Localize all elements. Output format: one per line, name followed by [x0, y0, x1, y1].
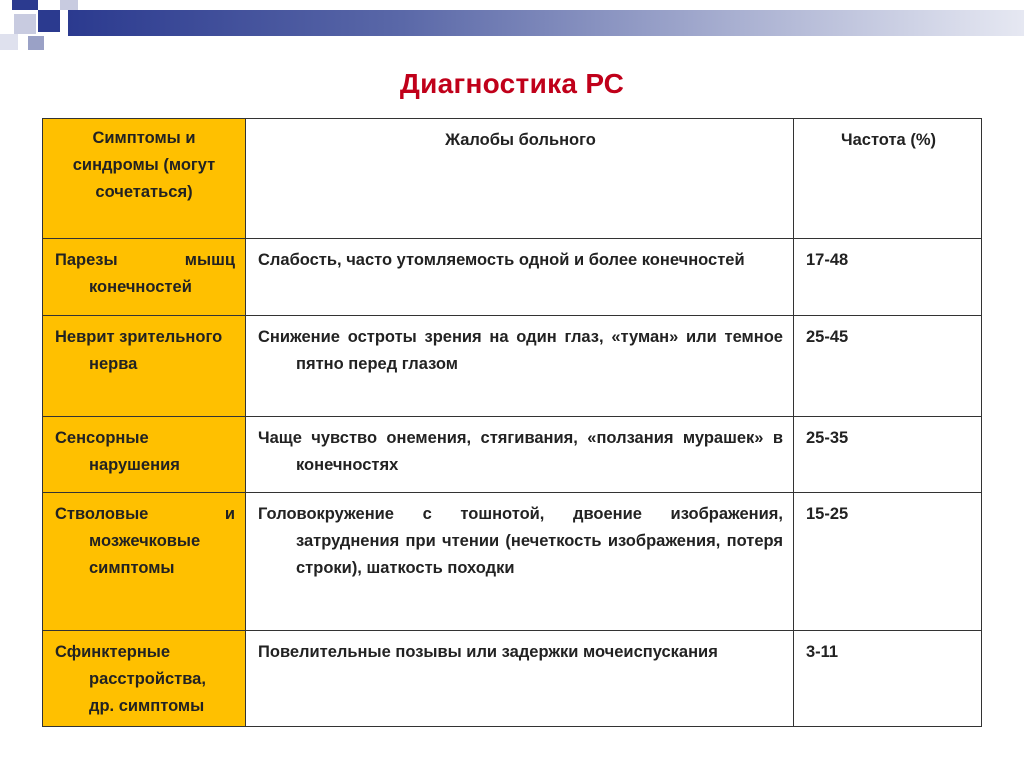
complaint-cell: Слабость, часто утомляемость одной и более конечностей: [246, 239, 794, 316]
frequency-cell: 25-35: [794, 417, 982, 493]
symptom-cell: Парезы мышц конечностей: [43, 239, 246, 316]
table-row: [43, 631, 982, 727]
header-symptoms: Симптомы и синдромы (могут сочетаться): [43, 119, 246, 239]
decorative-square: [12, 0, 38, 10]
header-frequency: Частота (%): [794, 119, 982, 239]
frequency-cell: 17-48: [794, 239, 982, 316]
decorative-square: [0, 34, 18, 50]
frequency-cell: 3-11: [794, 631, 982, 727]
frequency-cell: 25-45: [794, 316, 982, 417]
slide-title: Диагностика РС: [399, 68, 625, 99]
symptom-cell: Сфинктерные расстройства, др. симптомы: [43, 631, 246, 727]
complaint-cell: Головокружение с тошнотой, двоение изображения, затруднения при чтении (нечеткость изображения, потеря строки), шаткость походки: [246, 493, 794, 631]
diagnosis-table: [42, 118, 982, 727]
decorative-square: [14, 14, 36, 34]
table-row: [43, 417, 982, 493]
complaint-cell: Повелительные позывы или задержки мочеиспускания: [246, 631, 794, 727]
complaint-cell: Снижение остроты зрения на один глаз, «туман» или темное пятно перед глазом: [246, 316, 794, 417]
table-row: [43, 239, 982, 316]
symptom-cell: Неврит зрительного нерва: [43, 316, 246, 417]
header-gradient-bar: [68, 10, 1024, 36]
table-row: [43, 493, 982, 631]
header-complaints: Жалобы больного: [246, 119, 794, 239]
symptom-cell: Стволовые и мозжечковые симптомы: [43, 493, 246, 631]
decorative-square: [28, 36, 44, 50]
decorative-square: [60, 0, 78, 10]
frequency-cell: 15-25: [794, 493, 982, 631]
table-header-row: [43, 119, 982, 239]
decorative-square: [38, 10, 60, 32]
symptom-cell: Сенсорные нарушения: [43, 417, 246, 493]
complaint-cell: Чаще чувство онемения, стягивания, «ползания мурашек» в конечностях: [246, 417, 794, 493]
table-row: [43, 316, 982, 417]
